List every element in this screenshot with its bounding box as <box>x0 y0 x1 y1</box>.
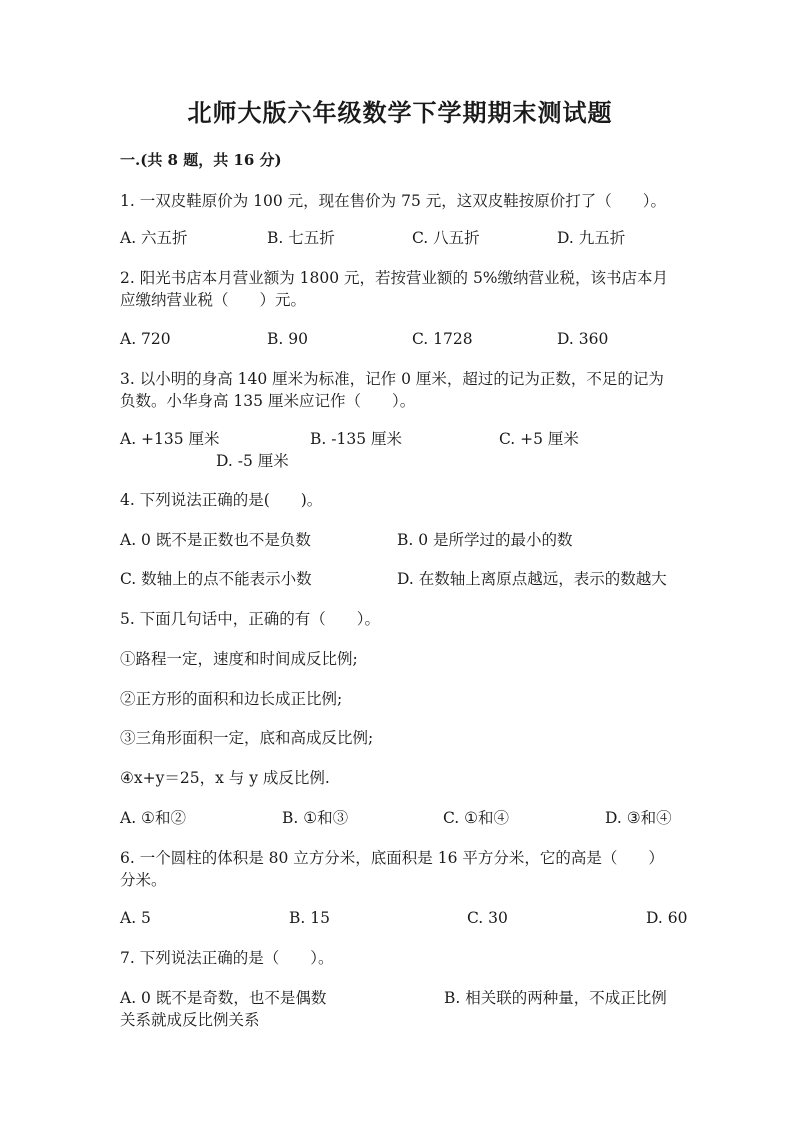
q7-option-b: B. 相关联的两种量，不成正比例 <box>444 989 667 1007</box>
question-3-stem-line2: 负数。小华身高 135 厘米应记作（ ）。 <box>120 392 416 410</box>
q2-option-d: D. 360 <box>557 330 609 348</box>
q4-option-a: A. 0 既不是正数也不是负数 <box>120 531 311 549</box>
question-7-stem: 7. 下列说法正确的是（ ）。 <box>120 949 334 967</box>
q3-option-b: B. -135 厘米 <box>310 430 402 448</box>
question-2-stem-line2: 应缴纳营业税（ ）元。 <box>120 291 307 309</box>
q5-statement-4: ④x+y＝25，x 与 y 成反比例. <box>120 769 330 787</box>
q3-option-a: A. +135 厘米 <box>120 430 220 448</box>
question-5-stem: 5. 下面几句话中，正确的有（ ）。 <box>120 610 380 628</box>
page-title: 北师大版六年级数学下学期期末测试题 <box>187 98 613 127</box>
q2-option-c: C. 1728 <box>412 330 473 348</box>
question-6-stem-line1: 6. 一个圆柱的体积是 80 立方分米，底面积是 16 平方分米，它的高是（ ） <box>120 849 664 867</box>
question-2-stem-line1: 2. 阳光书店本月营业额为 1800 元，若按营业额的 5%缴纳营业税，该书店本月 <box>120 269 669 287</box>
q6-option-a: A. 5 <box>120 909 151 927</box>
q2-option-a: A. 720 <box>120 330 171 348</box>
q6-option-b: B. 15 <box>289 909 330 927</box>
q3-option-c: C. +5 厘米 <box>499 430 579 448</box>
question-3-stem-line1: 3. 以小明的身高 140 厘米为标准，记作 0 厘米，超过的记为正数，不足的记为 <box>120 370 664 388</box>
q5-option-c: C. ①和④ <box>443 809 510 827</box>
q2-option-b: B. 90 <box>267 330 308 348</box>
q5-statement-3: ③三角形面积一定，底和高成反比例; <box>120 729 374 747</box>
question-1-stem: 1. 一双皮鞋原价为 100 元，现在售价为 75 元，这双皮鞋按原价打了（ ）。 <box>120 192 666 210</box>
q5-option-d: D. ③和④ <box>605 809 672 827</box>
q4-option-c: C. 数轴上的点不能表示小数 <box>120 570 312 588</box>
q4-option-b: B. 0 是所学过的最小的数 <box>397 531 573 549</box>
q7-option-a: A. 0 既不是奇数，也不是偶数 <box>120 989 327 1007</box>
question-6-stem-line2: 分米。 <box>120 871 167 889</box>
q7-option-b-continued: 关系就成反比例关系 <box>120 1011 260 1029</box>
q6-option-d: D. 60 <box>646 909 688 927</box>
q1-option-c: C. 八五折 <box>412 229 480 247</box>
q5-statement-1: ①路程一定，速度和时间成反比例; <box>120 650 358 668</box>
q5-option-a: A. ①和② <box>120 809 186 827</box>
q1-option-b: B. 七五折 <box>267 229 335 247</box>
q3-option-d: D. -5 厘米 <box>216 452 289 470</box>
section-heading: 一.(共 8 题，共 16 分) <box>120 151 282 169</box>
q1-option-d: D. 九五折 <box>557 229 626 247</box>
q5-statement-2: ②正方形的面积和边长成正比例; <box>120 690 343 708</box>
q6-option-c: C. 30 <box>467 909 508 927</box>
question-4-stem: 4. 下列说法正确的是( )。 <box>120 491 323 509</box>
q1-option-a: A. 六五折 <box>120 229 188 247</box>
q4-option-d: D. 在数轴上离原点越远，表示的数越大 <box>397 570 667 588</box>
q5-option-b: B. ①和③ <box>282 809 349 827</box>
